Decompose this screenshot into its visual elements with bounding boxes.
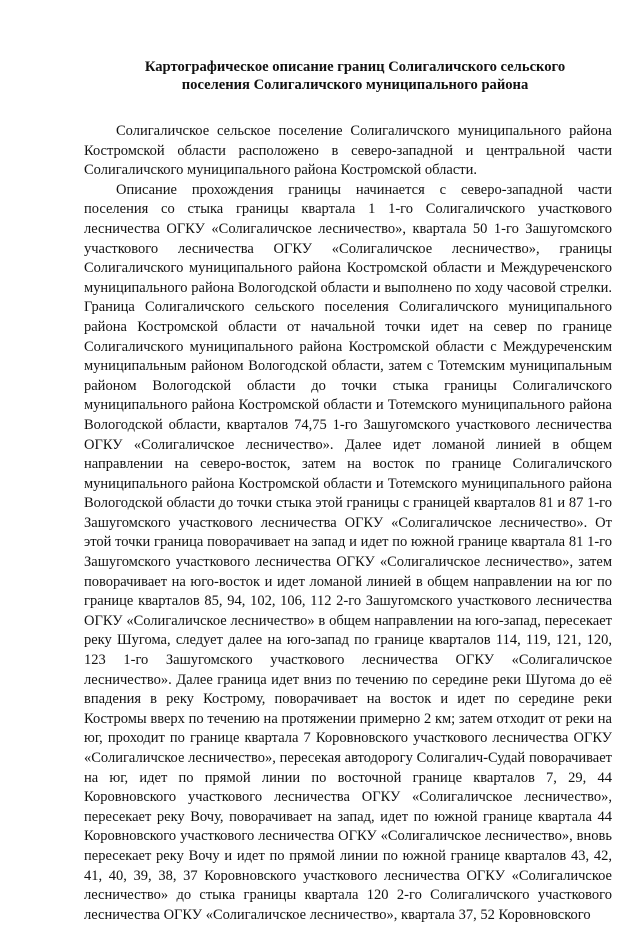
title-line-1: Картографическое описание границ Солигаличского сельского	[144, 59, 566, 75]
paragraph-boundary-description: Описание прохождения границы начинается с северо-западной части поселения со стыка границы квартала 1 1-го Солигаличского участкового лесничества ОГКУ «Солигаличское лесничество», квартала 50 1-го Зашугомского участкового лесничества ОГКУ «Солигаличское лесничество», границы Солигаличского муниципального района Костромской области и Междуреченского муниципального района Вологодской области и выполнено по ходу часовой стрелки. Граница Солигаличского сельского поселения Солигаличского муниципального района Костромской области от начальной точки идет на север по границе Солигаличского муниципального района Костромской области с Междуреченским муниципальным районом Вологодской области, затем с Тотемским муниципальным районом Вологодской области до точки стыка границы Солигаличского муниципального района Костромской области и Тотемского муниципального района Вологодской области, кварталов 74,75 1-го Зашугомского участкового лесничества ОГКУ «Солигаличское лесничество». Далее идет ломаной линией в общем направлении на северо-восток, затем на восток по границе Солигаличского муниципального района Костромской области и Тотемского муниципального района Вологодской области до точки стыка этой границы с границей кварталов 81 и 87 1-го Зашугомского участкового лесничества ОГКУ «Солигаличское лесничество». От этой точки граница поворачивает на запад и идет по южной границе квартала 81 1-го Зашугомского участкового лесничества ОГКУ «Солигаличское лесничество», затем поворачивает на юго-восток и идет ломаной линией в общем направлении на юг по границе кварталов 85, 94, 102, 106, 112 2-го Зашугомского участкового лесничества ОГКУ «Солигаличское лесничество» в общем направлении на юго-запад, пересекает реку Шугома, следует далее на юго-запад по границе кварталов 114, 119, 121, 120, 123 1-го Зашугомского участкового лесничества ОГКУ «Солигаличское лесничество». Далее граница идет вниз по течению по середине реки Шугома до её впадения в реку Кострому, поворачивает на восток и идет по середине реки Костромы вверх по течению на протяжении примерно 2 км; затем отходит от реки на юг, проходит по границе квартала 7 Коровновского участкового лесничества ОГКУ «Солигаличское лесничество», пересекая автодорогу Солигалич-Судай поворачивает на юг, идет по прямой линии по восточной границе кварталов 7, 29, 44 Коровновского участкового лесничества ОГКУ «Солигаличское лесничество», пересекает реку Вочу, поворачивает на запад, идет по южной границе квартала 44 Коровновского участкового лесничества ОГКУ «Солигаличское лесничество», вновь пересекает реку Вочу и идет по прямой линии по южной границе кварталов 43, 42, 41, 40, 39, 38, 37 Коровновского участкового лесничества ОГКУ «Солигаличское лесничество» до стыка границы квартала 120 2-го Солигаличского участкового лесничества ОГКУ «Солигаличское лесничество», квартала 37, 52 Коровновского	[84, 181, 612, 923]
document-title	[84, 58, 612, 94]
title-line-2: поселения Солигаличского муниципального района	[181, 77, 529, 93]
document-body	[84, 122, 612, 925]
paragraph-intro: Солигаличское сельское поселение Солигаличского муниципального района Костромской области расположено в северо-западной и центральной части Солигаличского муниципального района Костромской области.	[84, 123, 612, 179]
